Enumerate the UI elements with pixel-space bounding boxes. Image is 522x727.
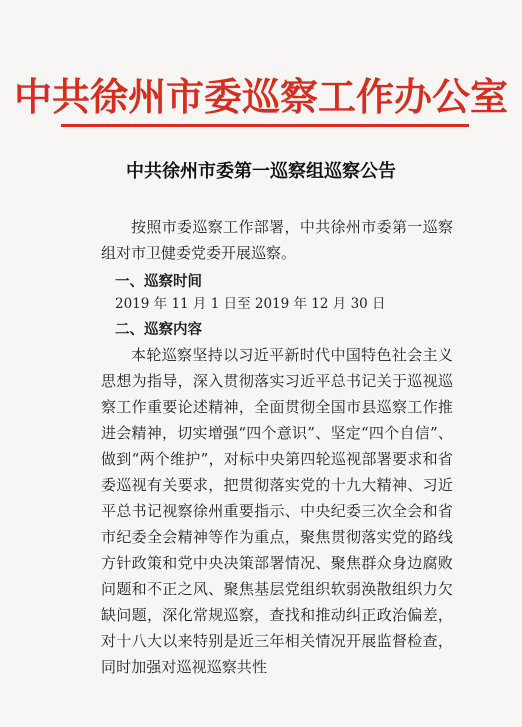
intro-paragraph: 按照市委巡察工作部署，中共徐州市委第一巡察组对市卫健委党委开展巡察。 <box>101 218 453 262</box>
notice-title: 中共徐州市委第一巡察组巡察公告 <box>126 161 396 182</box>
section-heading-content: 二、巡察内容 <box>115 322 202 338</box>
section-heading-time: 一、巡察时间 <box>115 274 202 290</box>
content-paragraph: 本轮巡察坚持以习近平新时代中国特色社会主义思想为指导，深入贯彻落实习近平总书记关于巡视巡察工作重要论述精神，全面贯彻全国市县巡察工作推进会精神，切实增强“四个意识”、坚定“四个自信”、做到“两个维护”，对标中央第四轮巡视部署要求和省委巡视有关要求，把贯彻落实党的十九大精神、习近平总书记视察徐州重要指示、中央纪委三次全会和省市纪委全会精神等作为重点，聚焦贯彻落实党的路线方针政策和党中央决策部署情况、聚焦群众身边腐败问题和不正之风、聚焦基层党组织软弱涣散组织力欠缺问题，深化常规巡察，查找和推动纠正政治偏差，对十八大以来特别是近三年相关情况开展监督检查，同时加强对巡视巡察共性 <box>101 346 453 676</box>
inspection-period: 2019 年 11 月 1 日至 2019 年 12 月 30 日 <box>115 296 386 312</box>
letterhead-title: 中共徐州市委巡察工作办公室 <box>13 74 508 119</box>
letterhead-red-rule <box>61 124 469 127</box>
